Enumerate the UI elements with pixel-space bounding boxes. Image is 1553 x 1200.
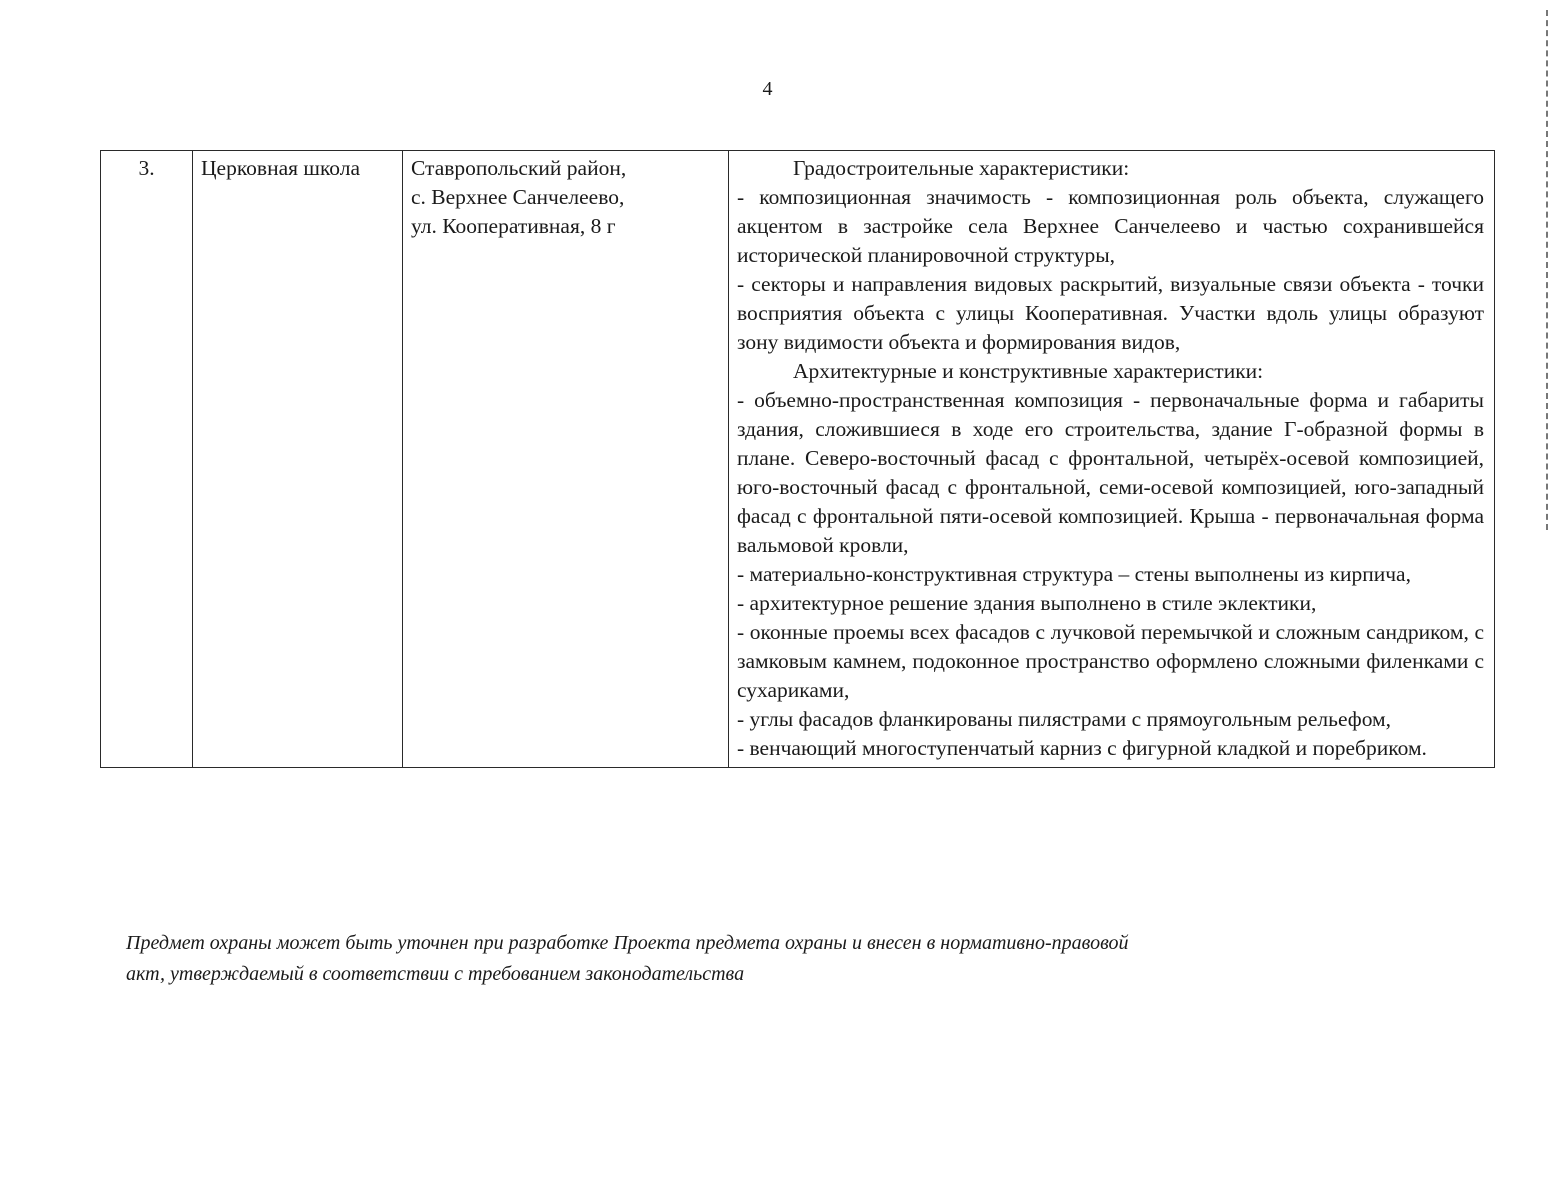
page-number: 4 (762, 78, 773, 100)
table-row (101, 151, 1495, 768)
heritage-table (100, 150, 1495, 768)
description-item: - композиционная значимость - композиционная роль объекта, служащего акцентом в застройке села Верхнее Санчелеево и частью сохранившейся исторической планировочной структуры, (737, 185, 1484, 267)
address-line: ул. Кооперативная, 8 г (411, 214, 616, 238)
scan-edge-mark (1546, 10, 1548, 530)
address-line: с. Верхнее Санчелеево, (411, 185, 625, 209)
address-line: Ставропольский район, (411, 156, 627, 180)
section-heading: Архитектурные и конструктивные характеристики: (793, 359, 1264, 383)
description-item: - венчающий многоступенчатый карниз с фигурной кладкой и поребриком. (737, 736, 1427, 760)
object-address (403, 151, 729, 768)
description-item: - материально-конструктивная структура – стены выполнены из кирпича, (737, 562, 1411, 586)
description-item: - оконные проемы всех фасадов с лучковой перемычкой и сложным сандриком, с замковым камнем, подоконное пространство оформлено сложными филенками с сухариками, (737, 620, 1484, 702)
description-item: - углы фасадов фланкированы пилястрами с прямоугольным рельефом, (737, 707, 1392, 731)
object-name: Церковная школа (193, 151, 403, 768)
description-item: - архитектурное решение здания выполнено в стиле эклектики, (737, 591, 1317, 615)
footnote (126, 928, 1406, 990)
row-number: 3. (101, 151, 193, 768)
description-item: - объемно-пространственная композиция - первоначальные форма и габариты здания, сложившиеся в ходе его строительства, здание Г-образной формы в плане. Северо-восточный фасад с фронтальной, четырёх-осевой композицией, юго-восточный фасад с фронтальной, семи-осевой композицией, юго-западный фасад с фронтальной пяти-осевой композицией. Крыша - первоначальная форма вальмовой кровли, (737, 388, 1484, 557)
footnote-line: Предмет охраны может быть уточнен при разработке Проекта предмета охраны и внесен в нормативно-правовой (126, 932, 1129, 954)
footnote-line: акт, утверждаемый в соответствии с требованием законодательства (126, 963, 745, 985)
protection-subject-description (729, 151, 1495, 768)
section-heading: Градостроительные характеристики: (793, 156, 1130, 180)
description-item: - секторы и направления видовых раскрытий, визуальные связи объекта - точки восприятия объекта с улицы Кооперативная. Участки вдоль улицы образуют зону видимости объекта и формирования видов, (737, 272, 1484, 354)
